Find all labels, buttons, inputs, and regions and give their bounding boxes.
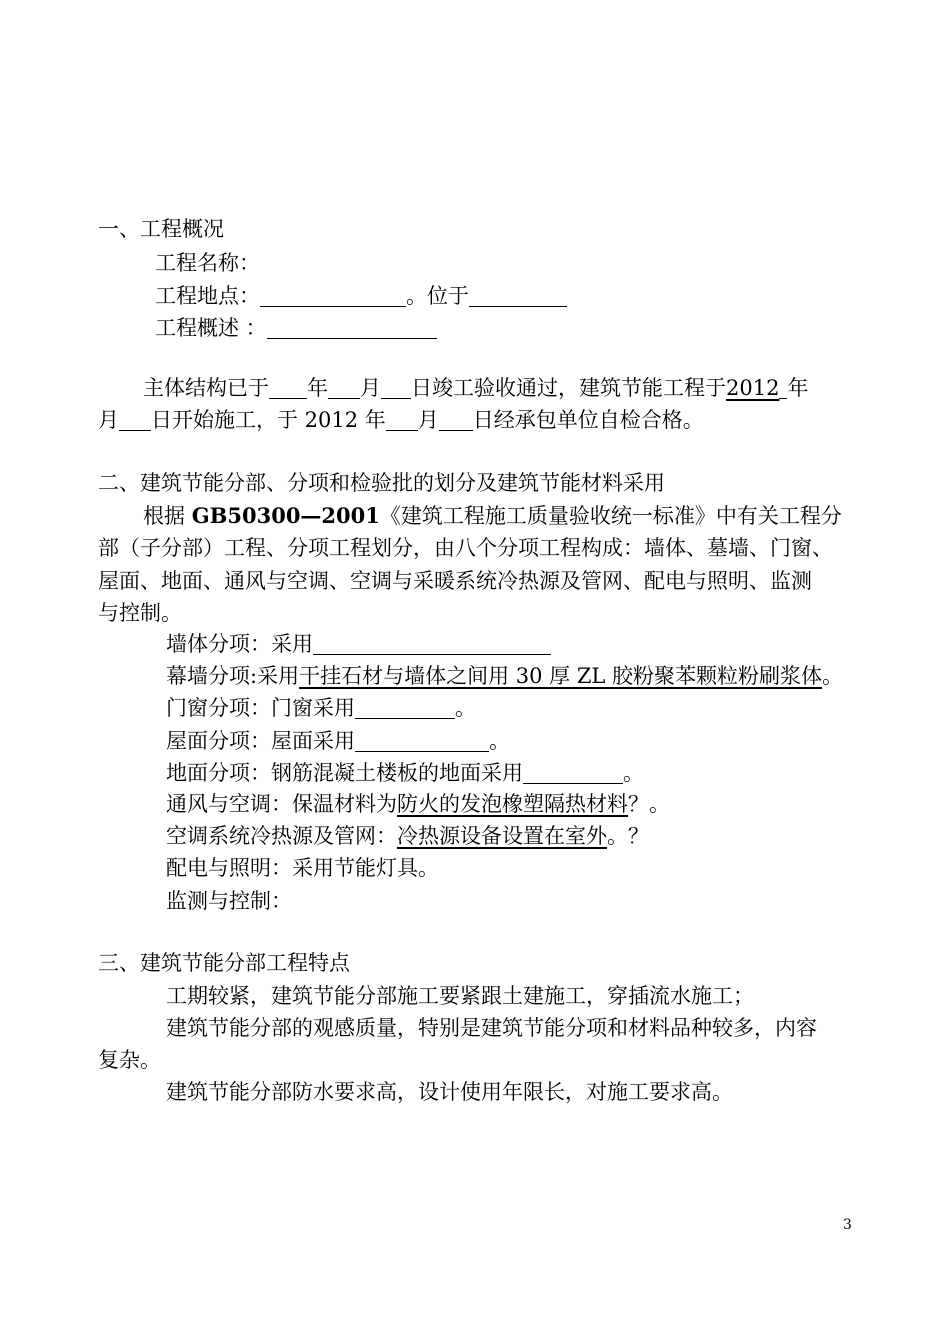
para1-text-c: 年 bbox=[787, 376, 809, 400]
section2-para-line3: 屋面、地面、通风与空调、空调与采暖系统冷热源及管网、配电与照明、监测 bbox=[98, 569, 812, 593]
hvac-material: 防火的发泡橡塑隔热材料 bbox=[397, 792, 628, 816]
project-summary-label: 工程概述 ： bbox=[155, 316, 267, 340]
para1-text-e: 日经承包单位自检合格。 bbox=[472, 408, 704, 432]
floor-label: 地面分项：钢筋混凝土楼板的地面采用 bbox=[166, 761, 523, 785]
summary-blank bbox=[267, 316, 437, 339]
curtain-item bbox=[166, 661, 843, 691]
para1-text-a: 主体结构已于 bbox=[143, 376, 269, 400]
window-label: 门窗分项：门窗采用 bbox=[166, 696, 355, 720]
day-blank bbox=[381, 376, 411, 399]
hvac-end: ？。 bbox=[628, 792, 670, 816]
para1-month: 月 bbox=[360, 376, 381, 400]
start-day-blank bbox=[119, 408, 151, 431]
ac-note: 冷热源设备设置在室外 bbox=[397, 824, 607, 848]
project-location-label: 工程地点： bbox=[155, 284, 260, 308]
standard-code: GB50300—2001 bbox=[191, 503, 380, 528]
window-end: 。 bbox=[455, 696, 476, 720]
para1-month2: 月 bbox=[98, 408, 119, 432]
para1-month3: 月 bbox=[417, 408, 439, 432]
feature-2-line1: 建筑节能分部的观感质量，特别是建筑节能分项和材料品种较多，内容 bbox=[166, 1016, 817, 1040]
window-blank bbox=[355, 696, 455, 719]
section3-heading: 三、建筑节能分部工程特点 bbox=[98, 951, 350, 975]
para1-text-d: 日开始施工，于 2012 年 bbox=[151, 408, 386, 432]
para1-text-b: 日竣工验收通过，建筑节能工程于 bbox=[411, 376, 726, 400]
hvac-label: 通风与空调：保温材料为 bbox=[166, 792, 397, 816]
ac-label: 空调系统冷热源及管网： bbox=[166, 824, 397, 848]
window-item bbox=[166, 693, 476, 723]
roof-end: 。 bbox=[489, 729, 510, 753]
hvac-item bbox=[166, 789, 670, 819]
curtain-material: 干挂石材与墙体之间用 30 厚 ZL 胶粉聚苯颗粒粉刷浆体 bbox=[299, 664, 823, 688]
para1-year-2012: 2012 bbox=[726, 376, 780, 400]
roof-item bbox=[166, 726, 510, 756]
power-item: 配电与照明：采用节能灯具。 bbox=[166, 856, 439, 880]
curtain-label: 幕墙分项:采用 bbox=[166, 664, 300, 688]
monitor-item: 监测与控制： bbox=[166, 889, 292, 913]
ac-item bbox=[166, 821, 649, 851]
section2-para-line2: 部（子分部）工程、分项工程划分，由八个分项工程构成：墙体、墓墙、门窗、 bbox=[98, 536, 833, 560]
para1-line2 bbox=[98, 405, 704, 435]
feature-3: 建筑节能分部防水要求高，设计使用年限长，对施工要求高。 bbox=[166, 1080, 733, 1104]
floor-end: 。 bbox=[623, 761, 644, 785]
month-blank bbox=[328, 376, 360, 399]
location-blank bbox=[260, 284, 406, 307]
year-blank bbox=[269, 376, 307, 399]
feature-1: 工期较紧，建筑节能分部施工要紧跟土建施工，穿插流水施工； bbox=[166, 984, 754, 1008]
wall-blank bbox=[313, 632, 551, 655]
feature-2-line2: 复杂。 bbox=[98, 1048, 161, 1072]
section2-para-line1 bbox=[143, 501, 842, 531]
page-number: 3 bbox=[843, 1217, 852, 1233]
section1-heading: 一、工程概况 bbox=[98, 217, 224, 241]
ac-end: 。？ bbox=[607, 824, 649, 848]
project-summary-line bbox=[155, 313, 437, 343]
project-location-line bbox=[155, 281, 567, 311]
para1-line1 bbox=[143, 373, 808, 403]
curtain-end: 。 bbox=[822, 664, 844, 688]
project-name-label: 工程名称： bbox=[155, 251, 260, 275]
s2-text-a: 根据 bbox=[143, 504, 192, 528]
wall-item bbox=[166, 629, 551, 659]
end-day-blank bbox=[439, 408, 473, 431]
floor-item bbox=[166, 758, 644, 788]
located-at-blank bbox=[469, 284, 567, 307]
roof-label: 屋面分项：屋面采用 bbox=[166, 729, 355, 753]
floor-blank bbox=[523, 761, 623, 784]
wall-label: 墙体分项：采用 bbox=[166, 632, 313, 656]
end-month-blank bbox=[386, 408, 418, 431]
section2-para-line4: 与控制。 bbox=[98, 601, 182, 625]
para1-year: 年 bbox=[307, 376, 328, 400]
s2-text-b: 《建筑工程施工质量验收统一标准》中有关工程分 bbox=[379, 504, 842, 528]
section2-heading: 二、建筑节能分部、分项和检验批的划分及建筑节能材料采用 bbox=[98, 471, 665, 495]
location-period: 。位于 bbox=[406, 284, 469, 308]
roof-blank bbox=[355, 729, 489, 752]
